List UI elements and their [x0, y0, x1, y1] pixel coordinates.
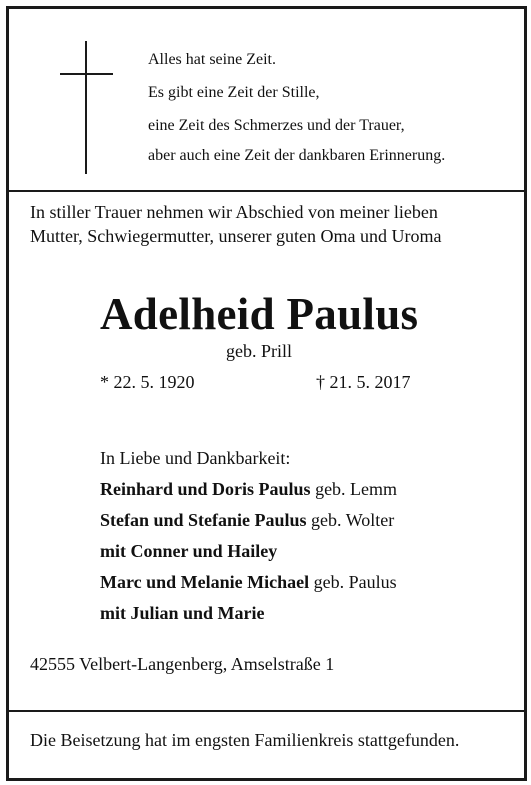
- mourner-maiden-name: geb. Wolter: [311, 510, 395, 530]
- mourner-entry: [100, 604, 265, 622]
- mourner-maiden-name: geb. Paulus: [313, 572, 397, 592]
- cross-icon: [85, 41, 87, 174]
- mourner-names: mit Julian und Marie: [100, 603, 265, 623]
- closing-note: Die Beisetzung hat im engsten Familienkreis stattgefunden.: [30, 730, 460, 750]
- poem-line: Alles hat seine Zeit.: [148, 51, 276, 68]
- poem-line: eine Zeit des Schmerzes und der Trauer,: [148, 117, 405, 134]
- divider: [9, 190, 524, 192]
- mourner-entry: [100, 480, 397, 498]
- mourner-names: Stefan und Stefanie Paulus: [100, 510, 307, 530]
- mourner-entry: [100, 542, 277, 560]
- mourners-heading: In Liebe und Dankbarkeit:: [100, 448, 291, 468]
- poem-line: aber auch eine Zeit der dankbaren Erinnerung.: [148, 147, 446, 164]
- cross-icon-bar: [60, 73, 113, 75]
- mourner-entry: [100, 573, 397, 591]
- address: 42555 Velbert-Langenberg, Amselstraße 1: [30, 654, 335, 674]
- mourner-entry: [100, 511, 394, 529]
- deceased-maiden-name: geb. Prill: [226, 341, 292, 361]
- mourner-names: Marc und Melanie Michael: [100, 572, 310, 592]
- mourner-maiden-name: geb. Lemm: [315, 479, 398, 499]
- mourner-names: mit Conner und Hailey: [100, 541, 278, 561]
- death-date: † 21. 5. 2017: [316, 372, 411, 392]
- deceased-name: Adelheid Paulus: [100, 289, 419, 339]
- mourner-names: Reinhard und Doris Paulus: [100, 479, 311, 499]
- birth-date: * 22. 5. 1920: [100, 372, 195, 392]
- intro-line: In stiller Trauer nehmen wir Abschied von meiner lieben: [30, 202, 438, 222]
- intro-line: Mutter, Schwiegermutter, unserer guten Oma und Uroma: [30, 226, 442, 246]
- poem-line: Es gibt eine Zeit der Stille,: [148, 84, 320, 101]
- divider: [9, 710, 524, 712]
